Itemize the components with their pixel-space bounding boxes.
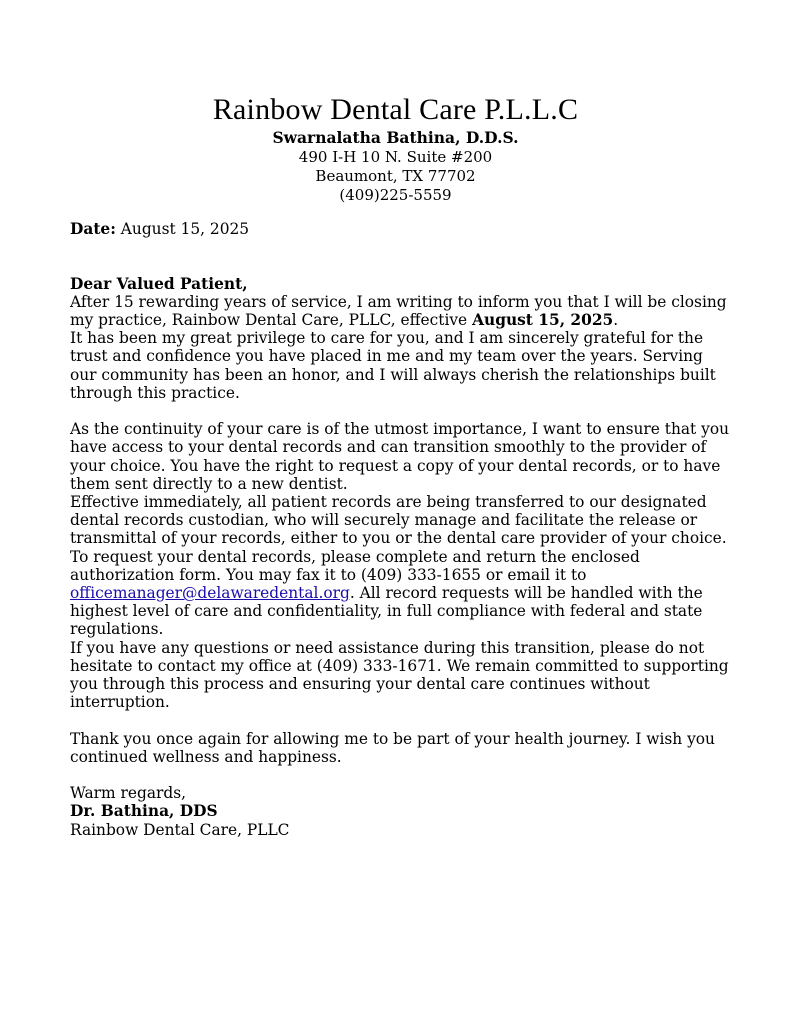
- dentist-name: Swarnalatha Bathina, D.D.S.: [272, 128, 519, 147]
- paragraph-custodian: Effective immediately, all patient records are being transferred to our designated dental records custodian, who will securely manage and facilitate the release or transmittal of your records, either to you or the dental care provider of your choice.: [70, 493, 727, 548]
- letter-body: [70, 220, 730, 839]
- email-link[interactable]: officemanager@delawaredental.org: [70, 584, 350, 603]
- practice-name: Rainbow Dental Care P.L.L.C: [212, 93, 579, 126]
- closing-notice-end: .: [613, 310, 619, 329]
- valediction: Warm regards,: [70, 784, 186, 803]
- salutation-text: Dear Valued Patient,: [70, 274, 248, 293]
- letterhead: [0, 92, 791, 205]
- request-text: To request your dental records, please complete and return the enclosed authorization form. You may fax it to (409) 333-1655 or email it to: [70, 547, 640, 584]
- signer-text: Dr. Bathina, DDS: [70, 802, 218, 821]
- paragraph-request: [70, 548, 730, 639]
- date-value: August 15, 2025: [115, 220, 250, 238]
- paragraph-closing-notice: [70, 293, 730, 329]
- signer-organization: Rainbow Dental Care, PLLC: [70, 820, 290, 839]
- paragraph-gratitude: It has been my great privilege to care for you, and I am sincerely grateful for the trust and confidence you have placed in me and my team over the years. Serving our community has been an honor, and I will always cherish the relationships built through this practice.: [70, 329, 716, 402]
- address-line-1: 490 I-H 10 N. Suite #200: [298, 148, 493, 166]
- signer-name: [70, 802, 730, 820]
- salutation: [70, 275, 730, 293]
- paragraph-continuity: As the continuity of your care is of the utmost importance, I want to ensure that you have access to your dental records and can transition smoothly to the provider of your choice. You have the right to request a copy of your dental records, or to have them sent directly to a new dentist.: [70, 420, 729, 493]
- date-label: Date:: [70, 220, 116, 238]
- phone-number: (409)225-5559: [339, 186, 452, 204]
- paragraph-questions: If you have any questions or need assistance during this transition, please do not hesitate to contact my office at (409) 333-1671. We remain committed to supporting you through this process and ensuring your dental care continues without interruption.: [70, 638, 729, 712]
- request-text-end: . All record requests will be handled with the highest level of care and confidentiality, in full compliance with federal and state regulations.: [70, 584, 703, 639]
- address-line-2: Beaumont, TX 77702: [315, 167, 476, 185]
- effective-date: August 15, 2025: [472, 310, 614, 329]
- paragraph-thanks: Thank you once again for allowing me to be part of your health journey. I wish you continued wellness and happiness.: [70, 729, 715, 766]
- date-line: [70, 220, 730, 238]
- closing-notice-text: After 15 rewarding years of service, I am writing to inform you that I will be closing my practice, Rainbow Dental Care, PLLC, effective: [70, 292, 727, 329]
